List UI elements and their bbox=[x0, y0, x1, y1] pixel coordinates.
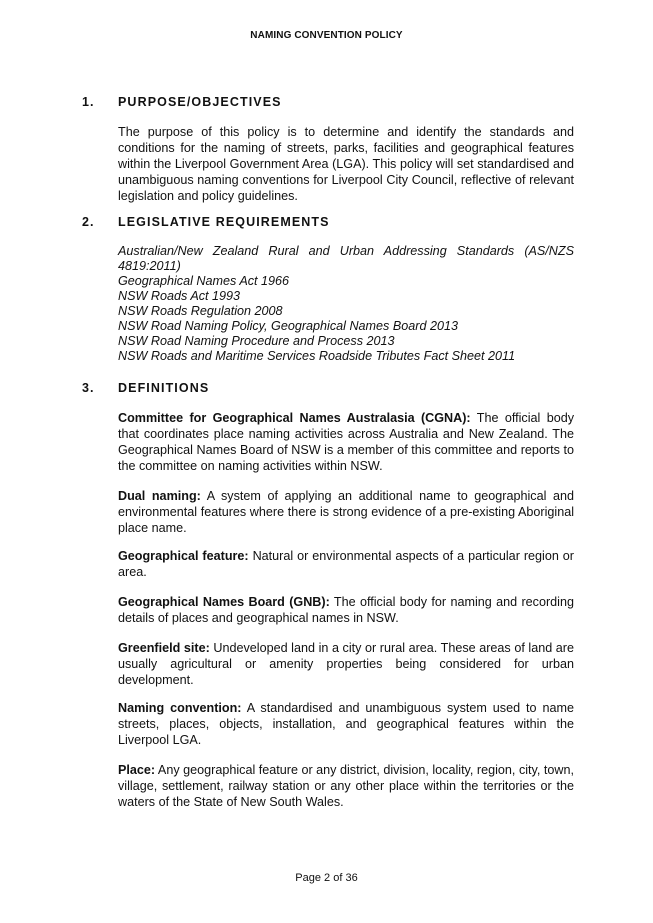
definition-term: Geographical Names Board (GNB): bbox=[118, 595, 330, 609]
section-definitions bbox=[82, 380, 574, 396]
definition-term: Dual naming: bbox=[118, 489, 201, 503]
definition-term: Place: bbox=[118, 763, 156, 777]
definition-term: Geographical feature: bbox=[118, 549, 249, 563]
definition-text: The official body for naming and recording details of places and geographical names in NSW. bbox=[118, 595, 574, 625]
definition-text: A system of applying an additional name to geographical and environmental features where there is strong evidence of a pre-existing Aboriginal place name. bbox=[118, 489, 574, 535]
legislation-item: NSW Road Naming Procedure and Process 2013 bbox=[118, 334, 395, 348]
definition-term: Greenfield site: bbox=[118, 641, 210, 655]
definition-greenfield-site bbox=[82, 640, 574, 688]
section-number: 3. bbox=[82, 381, 95, 395]
section-title: LEGISLATIVE REQUIREMENTS bbox=[118, 215, 330, 229]
legislation-item: Australian/New Zealand Rural and Urban Addressing Standards (AS/NZS 4819:2011) bbox=[118, 244, 574, 273]
definition-text: Any geographical feature or any district, division, locality, region, city, town, village, settlement, railway station or any other place within the territories or the waters of the State of New South Wales. bbox=[118, 763, 574, 809]
definition-term: Committee for Geographical Names Australasia (CGNA): bbox=[118, 411, 471, 425]
legislation-item: NSW Roads Act 1993 bbox=[118, 289, 241, 303]
section-heading bbox=[82, 214, 574, 230]
purpose-paragraph: The purpose of this policy is to determine and identify the standards and conditions for the naming of streets, parks, facilities and geographical features within the Liverpool Government Area (LGA). This policy will set standardised and unambiguous naming conventions for Liverpool City Council, reflective of relevant legislation and policy guidelines. bbox=[118, 125, 574, 203]
section-purpose bbox=[82, 94, 574, 204]
legislation-item: Geographical Names Act 1966 bbox=[118, 274, 290, 288]
page-header: NAMING CONVENTION POLICY bbox=[250, 30, 403, 41]
definition-text: The official body that coordinates place naming activities across Australia and New Zealand. The Geographical Names Board of NSW is a member of this committee and reports to the committee on naming activities within NSW. bbox=[118, 411, 574, 473]
section-title: PURPOSE/OBJECTIVES bbox=[118, 95, 282, 109]
definition-dual-naming bbox=[82, 488, 574, 536]
section-number: 1. bbox=[82, 95, 95, 109]
legislation-item: NSW Roads Regulation 2008 bbox=[118, 304, 283, 318]
section-legislative bbox=[82, 214, 574, 364]
definition-geographical-feature bbox=[82, 548, 574, 580]
legislation-list bbox=[82, 244, 574, 364]
definition-naming-convention bbox=[82, 700, 574, 748]
definition-text: Natural or environmental aspects of a particular region or area. bbox=[118, 549, 574, 579]
section-number: 2. bbox=[82, 215, 95, 229]
definition-cgna bbox=[82, 410, 574, 474]
legislation-item: NSW Road Naming Policy, Geographical Names Board 2013 bbox=[118, 319, 458, 333]
section-title: DEFINITIONS bbox=[118, 381, 210, 395]
section-heading bbox=[82, 380, 574, 396]
section-heading bbox=[82, 94, 574, 110]
definition-text: Undeveloped land in a city or rural area. These areas of land are usually agricultural or amenity properties being considered for urban development. bbox=[118, 641, 575, 687]
legislation-item: NSW Roads and Maritime Services Roadside Tributes Fact Sheet 2011 bbox=[118, 349, 516, 363]
definition-text: A standardised and unambiguous system used to name streets, places, objects, installation, and geographical features within the Liverpool LGA. bbox=[118, 701, 574, 747]
definition-place bbox=[82, 762, 574, 810]
page-number: Page 2 of 36 bbox=[295, 872, 358, 884]
definition-gnb bbox=[82, 594, 574, 626]
definition-term: Naming convention: bbox=[118, 701, 242, 715]
